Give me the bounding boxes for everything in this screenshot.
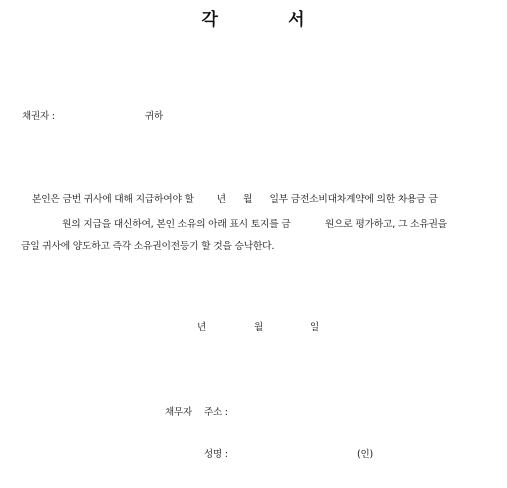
address-label: 주소 : — [204, 407, 228, 418]
date-day: 일 — [310, 322, 319, 333]
creditor-label: 채권자 : — [22, 111, 55, 122]
date-year: 년 — [197, 322, 206, 333]
date-month: 월 — [254, 322, 263, 333]
body-line-2: 원의 지급을 대신하여, 본인 소유의 아래 표시 토지를 금 원으로 평가하고, 그 소유권을 — [62, 219, 447, 230]
name-label: 성명 : — [204, 449, 228, 460]
seal-mark: (인) — [357, 449, 373, 460]
creditor-honorific: 귀하 — [145, 111, 163, 122]
document-title: 각 서 — [201, 10, 306, 30]
body-line-3: 금일 귀사에 양도하고 즉각 소유권이전등기 할 것을 승낙한다. — [21, 241, 275, 252]
body-line-1: 본인은 금번 귀사에 대해 지급하여야 할 년 월 일부 금전소비대차계약에 의한 차용금 금 — [32, 194, 438, 205]
debtor-label: 채무자 — [165, 407, 192, 418]
